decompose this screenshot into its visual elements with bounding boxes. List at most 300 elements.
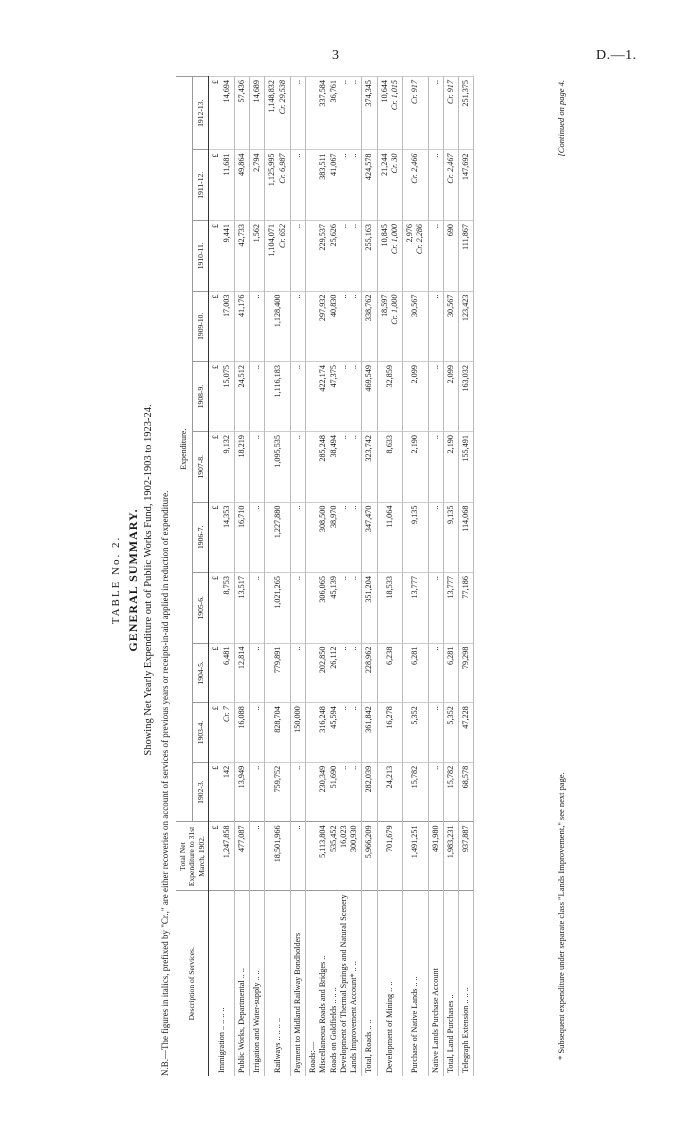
row-year-value [209,77,235,150]
row-year-value [306,291,362,362]
row-year-value [403,502,429,573]
cell-line: 9,441 [221,224,231,243]
cell-line: 10,644 [379,80,389,103]
cell-line [308,576,318,640]
cell-line: 38,494 [328,435,338,458]
table-row [428,77,443,1077]
row-year-value [428,703,443,763]
cell-line: 47,228 [461,706,471,729]
cell-line: 2,190 [410,435,420,454]
row-year-value [403,643,429,703]
row-year-value [250,221,265,292]
unit-label: £ [211,505,221,510]
row-year-value [377,703,403,763]
row-year-value [265,762,291,822]
row-year-value [265,643,291,703]
cell-line: Payment to Midland Railway Bondholders [292,932,302,1073]
row-year-value [443,150,458,221]
row-description [290,891,305,1076]
cell-line: .. [292,153,302,158]
cell-line: .. [252,765,262,770]
cell-line: 2,794 [252,153,262,172]
cell-line: 690 [445,224,455,237]
row-year-value [265,703,291,763]
page-number: 3 [332,48,339,63]
cell-line: 15,782 [445,765,455,789]
cell-line: 42,733 [236,224,246,247]
unit-label: £ [211,825,221,830]
row-year-value [443,221,458,292]
unit-label: £ [211,576,221,581]
header-year: 1912-13. [192,77,208,150]
row-year-value [234,362,249,432]
cell-line: 1,247,858 [221,825,231,859]
cell-line: 282,039 [364,765,374,793]
cell-line: 1,227,880 [272,505,282,539]
row-year-value [459,362,474,432]
row-year-value [403,762,429,822]
row-year-value [234,502,249,573]
cell-line: .. [349,765,359,770]
row-year-value [377,77,403,150]
header-year: 1902-3. [192,762,208,822]
cell-line: .. [252,646,262,651]
cell-line: .. [349,706,359,711]
header-year: 1904-5. [192,643,208,703]
cell-line: 1,128,400 [272,294,282,328]
cell-line: .. [430,505,440,510]
cell-line: Railways .. .. .. .. [272,1017,282,1073]
row-year-value [209,362,235,432]
cell-line: 30,567 [445,294,455,318]
cell-line: .. [349,576,359,581]
row-year-value [306,643,362,703]
cell-line: .. [349,153,359,158]
row-year-value [306,432,362,503]
row-year-value [290,703,305,763]
cell-line: Cr. 6,987 [277,153,287,184]
cell-line: 41,067 [328,153,338,176]
cell-line: 16,023 [338,825,348,848]
cell-line: 49,864 [236,153,246,176]
row-year-value [250,432,265,503]
row-year-value [290,291,305,362]
cell-line: 2,976 [405,224,415,243]
row-year-value [443,762,458,822]
cell-line: .. [292,825,302,830]
cell-line: Cr. 652 [277,224,287,249]
cell-line [308,647,318,700]
row-year-value [290,502,305,573]
row-year-value [265,150,291,221]
row-year-value [428,502,443,573]
cell-line: .. [292,224,302,229]
cell-line: 26,112 [328,646,338,669]
cell-line: 337,584 [318,80,328,107]
row-year-value [209,573,235,644]
row-year-value [443,502,458,573]
cell-line: 25,626 [328,224,338,247]
unit-label: £ [211,646,221,651]
row-description [265,891,291,1076]
cell-line: .. [430,153,440,158]
cell-line: .. [292,80,302,85]
row-year-value [290,77,305,150]
table-row [362,77,377,1077]
cell-line [308,825,318,887]
row-year-value [234,573,249,644]
cell-line: .. [430,435,440,440]
cell-line: .. [338,646,348,651]
cell-line: 17,003 [221,294,231,318]
cell-line: 13,949 [236,765,246,789]
row-year-value [306,150,362,221]
row-year-value [459,502,474,573]
cell-line: 255,163 [364,224,374,251]
cell-line [308,224,318,288]
cell-line: Cr. 1,000 [389,224,399,255]
row-year-value [362,643,377,703]
row-year-value [403,221,429,292]
row-total [250,822,265,891]
row-year-value [362,502,377,573]
cell-line: 229,537 [318,224,328,251]
row-year-value [234,221,249,292]
cell-line: 1,116,183 [272,365,282,398]
row-total [377,822,403,891]
cell-line: 477,087 [236,825,246,853]
cell-line: 374,345 [364,80,374,107]
row-year-value [459,573,474,644]
cell-line: 6,281 [445,646,455,665]
row-year-value [377,573,403,644]
cell-line: .. [430,706,440,711]
header-year: 1905-6. [192,573,208,644]
cell-line: .. [338,505,348,510]
row-year-value [290,432,305,503]
row-year-value [265,432,291,503]
cell-line: 114,068 [461,505,471,532]
table-row [443,77,458,1077]
cell-line: Public Works, Departmental .. .. [236,968,246,1073]
cell-line: 24,213 [384,765,394,789]
cell-line: 469,549 [364,365,374,392]
cell-line: 759,752 [272,765,282,793]
table-note: N.B.—The figures in italics, prefixed by "Cr.," are either recoveries on account of services of previous years or receipts-in-aid applied in reduction of expenditure. [160,490,170,1076]
cell-line: 155,491 [461,435,471,462]
row-year-value [443,573,458,644]
cell-line: 79,298 [461,646,471,670]
cell-line: .. [430,224,440,229]
cell-line: .. [430,80,440,85]
row-year-value [459,291,474,362]
cell-line: .. [252,294,262,299]
table-subtitle: Showing Net Yearly Expenditure out of Public Works Fund, 1902-1903 to 1923-24. [143,404,154,756]
cell-line [308,766,318,819]
cell-line: Roads:— [308,1042,318,1073]
row-year-value [265,573,291,644]
row-year-value [234,291,249,362]
row-year-value [428,573,443,644]
row-description [459,891,474,1076]
cell-line: 11,064 [384,505,394,528]
cell-line: 228,962 [364,646,374,674]
cell-line [308,435,318,499]
cell-line: Cr. 2,467 [445,153,455,184]
cell-line: 6,281 [410,646,420,665]
cell-line [308,706,318,759]
row-year-value [250,573,265,644]
row-year-value [362,150,377,221]
row-year-value [428,150,443,221]
cell-line: Cr. 30 [389,153,399,174]
row-year-value [428,362,443,432]
row-year-value [362,77,377,150]
cell-line: 1,562 [252,224,262,243]
cell-line: .. [338,80,348,85]
cell-line: .. [338,576,348,581]
cell-line: 15,075 [221,365,231,388]
cell-line: Cr. 2,286 [415,224,425,255]
table-row [377,77,403,1077]
cell-line: Cr. 29,538 [277,80,287,115]
cell-line: 16,710 [236,505,246,529]
cell-line: 251,375 [461,80,471,107]
cell-line: .. [349,365,359,370]
row-year-value [250,502,265,573]
unit-label: £ [211,294,221,299]
row-description [443,891,458,1076]
cell-line: 424,578 [364,153,374,181]
cell-line: Native Lands Purchase Account [430,968,440,1073]
unit-label: £ [211,435,221,440]
row-year-value [306,362,362,432]
table-row [250,77,265,1077]
cell-line: Development of Thermal Springs and Natural Scenery [338,894,348,1073]
cell-line: 51,690 [328,765,338,789]
row-year-value [362,432,377,503]
cell-line: 14,689 [252,80,262,103]
row-year-value [459,703,474,763]
row-year-value [459,77,474,150]
cell-line [308,153,318,217]
cell-line: Cr. 917 [445,80,455,105]
row-description [250,891,265,1076]
cell-line: Total, Roads .. .. [364,1019,374,1073]
row-total [403,822,429,891]
row-year-value [234,703,249,763]
cell-line: 323,742 [364,435,374,462]
row-year-value [428,762,443,822]
cell-line: 9,135 [445,505,455,524]
row-description [403,891,429,1076]
cell-line: .. [252,365,262,370]
cell-line: 9,135 [410,505,420,524]
row-year-value [377,221,403,292]
row-year-value [377,762,403,822]
cell-line: 32,859 [384,365,394,388]
unit-label: £ [211,765,221,770]
row-year-value [209,643,235,703]
header-year: 1909-10. [192,291,208,362]
cell-line: 14,353 [221,505,231,529]
cell-line: .. [252,706,262,711]
row-year-value [403,150,429,221]
cell-line [308,80,318,146]
cell-line: .. [292,365,302,370]
row-year-value [403,432,429,503]
cell-line: 5,352 [410,706,420,725]
document-code: D.—1. [596,48,637,63]
row-year-value [250,762,265,822]
cell-line: Cr. 1,015 [389,80,399,111]
row-year-value [306,762,362,822]
cell-line: 1,148,832 [267,80,277,113]
row-year-value [209,703,235,763]
cell-line: .. [338,224,348,229]
cell-line: 15,782 [410,765,420,789]
cell-line: 147,692 [461,153,471,181]
cell-line: 351,204 [364,576,374,603]
row-year-value [209,291,235,362]
row-year-value [362,221,377,292]
footnote: * Subsequent expenditure under separate class "Lands Improvement," see next page. [556,772,566,1060]
header-year: 1907-8. [192,432,208,503]
cell-line: 300,930 [349,825,359,853]
row-year-value [306,573,362,644]
row-year-value [362,362,377,432]
table-row [209,77,235,1077]
table-row [459,77,474,1077]
row-year-value [209,502,235,573]
row-description [377,891,403,1076]
row-year-value [250,77,265,150]
header-year: 1906-7. [192,502,208,573]
header-year: 1908-9. [192,362,208,432]
row-year-value [306,502,362,573]
cell-line: 5,113,804 [318,825,328,858]
row-year-value [209,432,235,503]
header-year: 1911-12. [192,150,208,221]
row-year-value [377,432,403,503]
row-year-value [362,573,377,644]
row-year-value [290,762,305,822]
header-year: 1910-11. [192,221,208,292]
row-year-value [377,643,403,703]
row-year-value [250,150,265,221]
cell-line: 491,980 [430,825,440,853]
cell-line: 163,032 [461,365,471,392]
row-year-value [290,150,305,221]
cell-line: Total, Land Purchases .. [445,994,455,1073]
cell-line: 47,375 [328,365,338,388]
row-year-value [443,291,458,362]
cell-line: .. [292,505,302,510]
cell-line: 30,567 [410,294,420,318]
row-year-value [428,643,443,703]
cell-line: 1,491,251 [410,825,420,859]
row-year-value [443,77,458,150]
cell-line: .. [430,294,440,299]
row-year-value [459,762,474,822]
cell-line: .. [430,646,440,651]
table-title: GENERAL SUMMARY. [126,508,140,652]
cell-line: 6,238 [384,646,394,665]
unit-label: £ [211,224,221,229]
cell-line [308,506,318,570]
row-year-value [443,432,458,503]
cell-line: .. [292,765,302,770]
cell-line: .. [252,505,262,510]
cell-line: 77,186 [461,576,471,599]
cell-line: 202,850 [318,646,328,674]
cell-line: 18,219 [236,435,246,458]
cell-line: .. [338,765,348,770]
cell-line: 9,132 [221,435,231,454]
row-total [265,822,291,891]
cell-line: 5,352 [445,706,455,725]
cell-line: Cr. 1,000 [389,294,399,325]
cell-line: 150,000 [292,706,302,733]
row-year-value [428,432,443,503]
cell-line: 12,814 [236,646,246,670]
table-row [234,77,249,1077]
row-year-value [403,573,429,644]
cell-line: 13,777 [410,576,420,599]
cell-line: 937,887 [461,825,471,853]
cell-line: .. [338,706,348,711]
unit-label: £ [211,706,221,711]
row-year-value [428,77,443,150]
cell-line: Cr. 2,466 [410,153,420,184]
cell-line: 13,777 [445,576,455,599]
row-year-value [443,703,458,763]
table-number: TABLE No. 2. [110,535,122,625]
cell-line: 10,845 [379,224,389,247]
row-year-value [459,221,474,292]
row-year-value [250,291,265,362]
cell-line: 11,681 [221,153,231,176]
cell-line: 18,501,966 [272,825,282,863]
cell-line: .. [252,825,262,830]
row-description [428,891,443,1076]
row-year-value [377,362,403,432]
cell-line: 2,190 [445,435,455,454]
cell-line: 306,065 [318,576,328,603]
row-year-value [265,291,291,362]
cell-line: 2,099 [445,365,455,384]
cell-line: 14,694 [221,80,231,103]
cell-line: 18,597 [379,294,389,318]
row-year-value [428,291,443,362]
cell-line: 36,761 [328,80,338,103]
cell-line: 45,139 [328,576,338,599]
cell-line: .. [349,294,359,299]
cell-line: 57,436 [236,80,246,103]
cell-line: Telegraph Extension .. .. .. [461,987,471,1073]
row-year-value [234,77,249,150]
row-year-value [234,762,249,822]
cell-line [308,365,318,428]
row-year-value [306,221,362,292]
expenditure-table [176,76,474,1076]
row-year-value [362,291,377,362]
row-year-value [209,221,235,292]
cell-line: 18,533 [384,576,394,599]
row-year-value [234,432,249,503]
cell-line: 1,021,265 [272,576,282,609]
cell-line: .. [292,646,302,651]
